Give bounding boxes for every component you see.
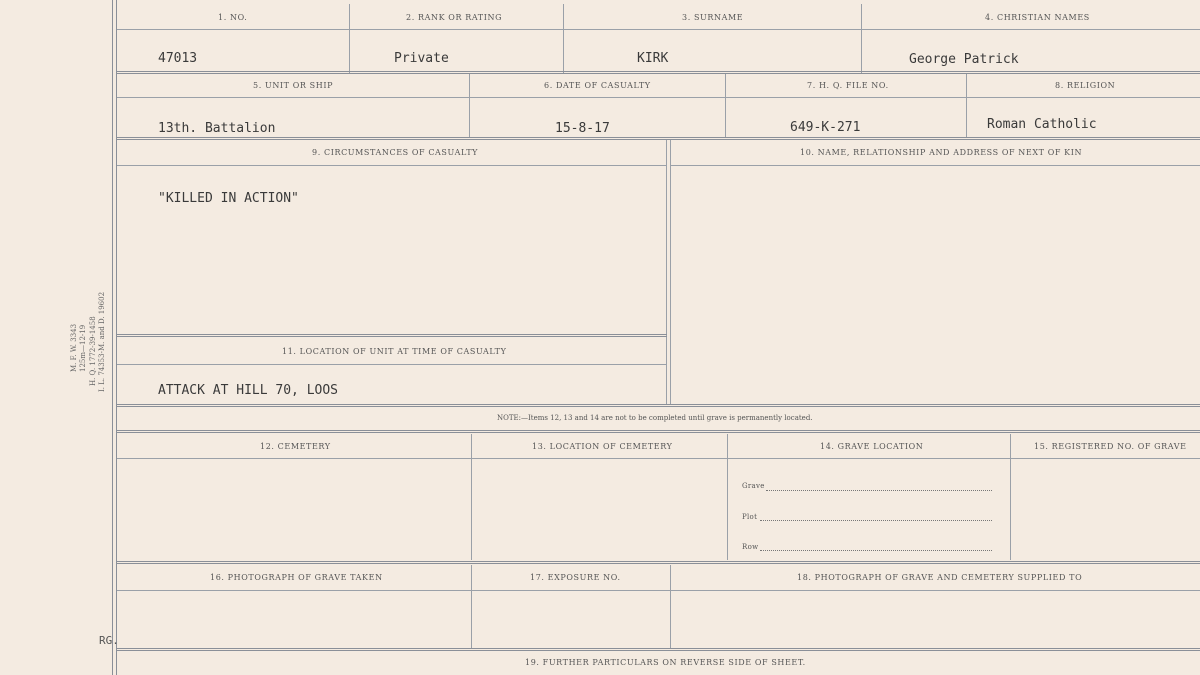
value-circumstances: "KILLED IN ACTION" (158, 191, 299, 206)
plot-label: Plot (742, 513, 758, 521)
value-unit: 13th. Battalion (158, 121, 276, 136)
label-religion: 8. RELIGION (1055, 81, 1116, 90)
label-location-of-unit: 11. LOCATION OF UNIT AT TIME OF CASUALTY (282, 347, 507, 356)
value-file-no: 649-K-271 (790, 120, 861, 135)
label-unit: 5. UNIT OR SHIP (253, 81, 334, 90)
rg-mark: RG. (99, 634, 119, 647)
label-photograph-taken: 16. PHOTOGRAPH OF GRAVE TAKEN (210, 573, 383, 582)
label-no: 1. NO. (218, 13, 248, 22)
left-border (112, 0, 113, 675)
label-registered-no: 15. REGISTERED NO. OF GRAVE (1034, 442, 1187, 451)
value-religion: Roman Catholic (987, 117, 1097, 132)
value-surname: KIRK (637, 51, 669, 66)
label-exposure-no: 17. EXPOSURE NO. (530, 573, 621, 582)
value-christian-names: George Patrick (909, 52, 1019, 67)
value-no: 47013 (158, 51, 198, 66)
margin-print-2: 125m—12-19 (79, 324, 87, 372)
label-next-of-kin: 10. NAME, RELATIONSHIP AND ADDRESS OF NEXT OF KIN (800, 148, 1083, 157)
label-rank: 2. RANK OR RATING (406, 13, 503, 22)
value-date: 15-8-17 (555, 121, 610, 136)
margin-print-3: H. Q. 1772-39-1458 (89, 316, 97, 386)
plot-line (760, 520, 992, 521)
margin-print-4: I. L. 74353-M. and D. 19602 (98, 291, 106, 392)
label-date: 6. DATE OF CASUALTY (544, 81, 651, 90)
left-border-inner (116, 0, 117, 675)
label-surname: 3. SURNAME (682, 13, 744, 22)
note-text: NOTE:—Items 12, 13 and 14 are not to be completed until grave is permanently located. (497, 414, 813, 422)
label-location-of-cemetery: 13. LOCATION OF CEMETERY (532, 442, 673, 451)
row-line (760, 550, 992, 551)
label-photograph-supplied: 18. PHOTOGRAPH OF GRAVE AND CEMETERY SUPPLIED TO (797, 573, 1083, 582)
label-circumstances: 9. CIRCUMSTANCES OF CASUALTY (312, 148, 479, 157)
row-label: Row (742, 543, 759, 551)
value-rank: Private (394, 51, 449, 66)
margin-print-1: M. F. W. 3343 (70, 323, 78, 372)
grave-label: Grave (742, 482, 765, 490)
label-christian-names: 4. CHRISTIAN NAMES (985, 13, 1090, 22)
label-grave-location: 14. GRAVE LOCATION (820, 442, 924, 451)
label-further-particulars: 19. FURTHER PARTICULARS ON REVERSE SIDE OF SHEET. (525, 658, 806, 667)
label-file-no: 7. H. Q. FILE NO. (807, 81, 889, 90)
value-location-of-unit: ATTACK AT HILL 70, LOOS (158, 383, 339, 398)
label-cemetery: 12. CEMETERY (260, 442, 331, 451)
grave-line (766, 490, 992, 491)
